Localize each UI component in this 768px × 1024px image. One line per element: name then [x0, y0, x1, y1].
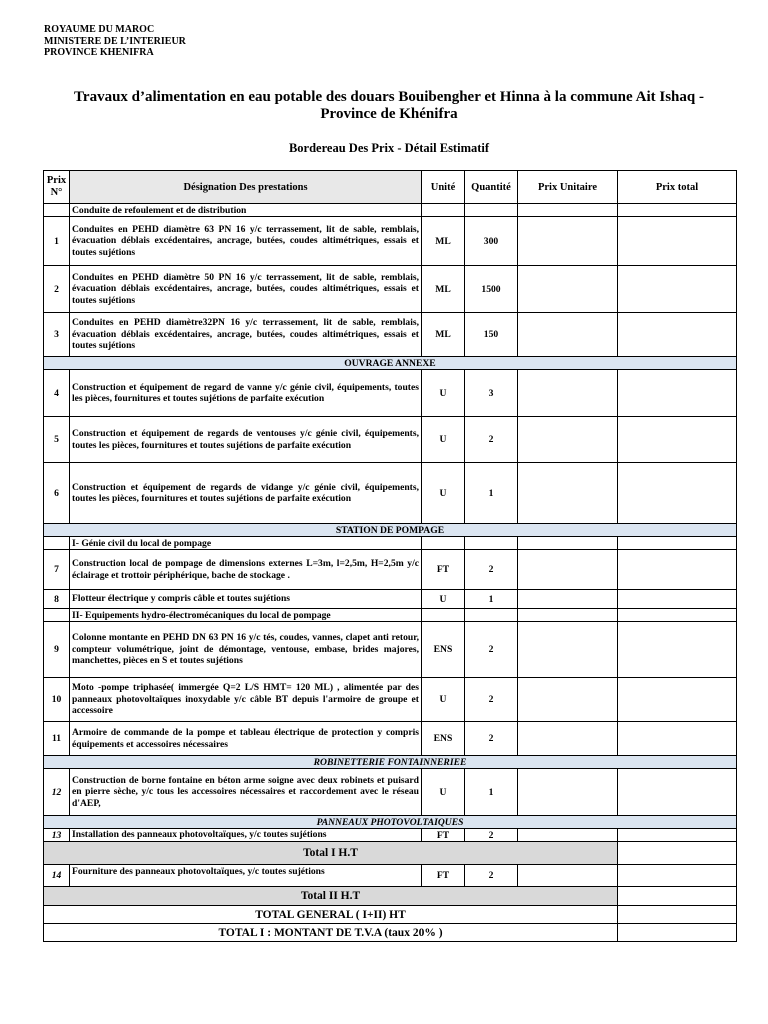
item-unit: ML	[422, 313, 465, 357]
item-unit: ENS	[422, 622, 465, 678]
header-line-kingdom: ROYAUME DU MAROC	[44, 24, 155, 35]
item-total-price[interactable]	[618, 722, 737, 756]
item-quantity: 1500	[465, 266, 518, 313]
title-line-1: Travaux d’alimentation en eau potable des douars Bouibengher et Hinna à la commune Ait Ishaq -	[74, 89, 704, 105]
document-title	[30, 89, 748, 123]
item-unit-price[interactable]	[518, 769, 618, 816]
item-quantity: 3	[465, 370, 518, 417]
item-total-price[interactable]	[618, 313, 737, 357]
item-number: 12	[44, 769, 70, 816]
section-station-pompage: STATION DE POMPAGE	[44, 524, 737, 537]
col-header-prix-total: Prix total	[618, 171, 737, 204]
item-number: 2	[44, 266, 70, 313]
item-designation: Construction de borne fontaine en béton arme soigne avec deux robinets et puisard en pierre sèche, y/c tous les accessoires nécessaires et raccordement avec le réseau d'AEP,	[70, 769, 422, 816]
item-designation: Installation des panneaux photovoltaïques, y/c toutes sujétions	[70, 829, 422, 842]
item-total-price[interactable]	[618, 590, 737, 609]
item-designation: Colonne montante en PEHD DN 63 PN 16 y/c tés, coudes, vannes, clapet anti retour, compteur volumétrique, joint de démontage, ventouse, embase, brides majores, manchettes, pièces en S et toutes sujétions	[70, 622, 422, 678]
item-unit-price[interactable]	[518, 678, 618, 722]
section-robinetterie: ROBINETTERIE FONTAINNERIEE	[44, 756, 737, 769]
table-row	[44, 590, 737, 609]
item-number: 10	[44, 678, 70, 722]
table-row	[44, 829, 737, 842]
total-row	[44, 924, 737, 942]
document-subtitle: Bordereau Des Prix - Détail Estimatif	[288, 141, 490, 155]
total-tva-label: TOTAL I : MONTANT DE T.V.A (taux 20% )	[44, 924, 618, 942]
item-total-price[interactable]	[618, 622, 737, 678]
item-unit: ML	[422, 217, 465, 266]
item-unit: U	[422, 463, 465, 524]
item-unit: U	[422, 590, 465, 609]
item-designation: Construction et équipement de regards de ventouses y/c génie civil, équipements, toutes les pièces, fournitures et toutes sujétions de parfaite exécution	[70, 417, 422, 463]
item-unit: ML	[422, 266, 465, 313]
item-designation: Moto -pompe triphasée( immergée Q=2 L/S HMT= 120 ML) , alimentée par des panneaux photovoltaïques inoxydable y/c câble BT depuis l'armoire de groupe et accessoire	[70, 678, 422, 722]
price-schedule-table	[43, 170, 737, 942]
item-unit-price[interactable]	[518, 865, 618, 887]
item-unit: ENS	[422, 722, 465, 756]
table-row	[44, 865, 737, 887]
total-general-label: TOTAL GENERAL ( I+II) HT	[44, 906, 618, 924]
item-designation: Conduites en PEHD diamètre32PN 16 y/c terrassement, lit de sable, remblais, évacuation déblais excédentaires, ancrage, butées, coudes altimétriques, essais et toutes sujétions	[70, 313, 422, 357]
item-number: 4	[44, 370, 70, 417]
item-designation: Conduites en PEHD diamètre 50 PN 16 y/c terrassement, lit de sable, remblais, évacuation déblais excédentaires, ancrage, butées, coudes altimétriques, essais et toutes sujétions	[70, 266, 422, 313]
item-quantity: 150	[465, 313, 518, 357]
section-genie-civil: I- Génie civil du local de pompage	[70, 537, 422, 550]
section-panneaux: PANNEAUX PHOTOVOLTAIQUES	[44, 816, 737, 829]
item-designation: Conduites en PEHD diamètre 63 PN 16 y/c terrassement, lit de sable, remblais, évacuation déblais excédentaires, ancrage, butées, coudes altimétriques, essais et toutes sujétions	[70, 217, 422, 266]
item-total-price[interactable]	[618, 417, 737, 463]
item-unit: U	[422, 370, 465, 417]
item-total-price[interactable]	[618, 829, 737, 842]
total-row	[44, 906, 737, 924]
table-row	[44, 550, 737, 590]
item-unit: U	[422, 678, 465, 722]
item-number: 8	[44, 590, 70, 609]
item-number: 9	[44, 622, 70, 678]
item-total-price[interactable]	[618, 865, 737, 887]
table-row	[44, 678, 737, 722]
item-total-price[interactable]	[618, 769, 737, 816]
table-row	[44, 622, 737, 678]
col-header-n: N°	[50, 187, 63, 198]
total-tva-value[interactable]	[618, 924, 737, 942]
section-band-row	[44, 524, 737, 537]
item-number: 11	[44, 722, 70, 756]
item-number: 6	[44, 463, 70, 524]
section-equipements: II- Equipements hydro-électromécaniques du local de pompage	[70, 609, 422, 622]
item-unit: U	[422, 769, 465, 816]
table-row	[44, 313, 737, 357]
item-quantity: 1	[465, 463, 518, 524]
item-number: 7	[44, 550, 70, 590]
item-unit-price[interactable]	[518, 417, 618, 463]
col-header-designation: Désignation Des prestations	[70, 171, 422, 204]
item-quantity: 2	[465, 622, 518, 678]
total-1-value[interactable]	[618, 842, 737, 865]
section-conduite: Conduite de refoulement et de distribution	[70, 204, 422, 217]
total-1-label: Total I H.T	[44, 842, 618, 865]
item-designation: Flotteur électrique y compris câble et toutes sujétions	[70, 590, 422, 609]
item-unit-price[interactable]	[518, 266, 618, 313]
item-quantity: 2	[465, 829, 518, 842]
section-band-row	[44, 756, 737, 769]
item-unit: FT	[422, 865, 465, 887]
item-unit-price[interactable]	[518, 722, 618, 756]
item-unit-price[interactable]	[518, 370, 618, 417]
item-total-price[interactable]	[618, 550, 737, 590]
section-row	[44, 537, 737, 550]
table-row	[44, 266, 737, 313]
col-header-quantite: Quantité	[465, 171, 518, 204]
item-quantity: 1	[465, 769, 518, 816]
item-quantity: 1	[465, 590, 518, 609]
item-number: 5	[44, 417, 70, 463]
item-total-price[interactable]	[618, 266, 737, 313]
total-2-value[interactable]	[618, 887, 737, 906]
table-row	[44, 417, 737, 463]
item-designation: Construction et équipement de regards de vidange y/c génie civil, équipements, toutes les pièces, fournitures et toutes sujétions de parfaite exécution	[70, 463, 422, 524]
item-unit-price[interactable]	[518, 463, 618, 524]
item-unit-price[interactable]	[518, 217, 618, 266]
section-band-row	[44, 357, 737, 370]
item-quantity: 2	[465, 865, 518, 887]
item-unit-price[interactable]	[518, 313, 618, 357]
item-total-price[interactable]	[618, 463, 737, 524]
table-row	[44, 370, 737, 417]
item-designation: Construction local de pompage de dimensions externes L=3m, l=2,5m, H=2,5m y/c éclairage et trottoir périphérique, bache de stockage .	[70, 550, 422, 590]
col-header-unite: Unité	[422, 171, 465, 204]
item-quantity: 300	[465, 217, 518, 266]
table-row	[44, 217, 737, 266]
section-ouvrage-annexe: OUVRAGE ANNEXE	[44, 357, 737, 370]
item-quantity: 2	[465, 678, 518, 722]
item-unit-price[interactable]	[518, 590, 618, 609]
item-designation: Armoire de commande de la pompe et tableau électrique de protection y compris équipements et accessoires nécessaires	[70, 722, 422, 756]
section-row	[44, 609, 737, 622]
total-general-value[interactable]	[618, 906, 737, 924]
item-unit-price[interactable]	[518, 622, 618, 678]
item-designation: Fourniture des panneaux photovoltaïques, y/c toutes sujétions	[70, 865, 422, 887]
item-quantity: 2	[465, 550, 518, 590]
table-header-row	[44, 171, 737, 204]
item-unit-price[interactable]	[518, 550, 618, 590]
table-row	[44, 463, 737, 524]
item-total-price[interactable]	[618, 217, 737, 266]
item-unit: U	[422, 417, 465, 463]
item-number: 13	[44, 829, 70, 842]
table-row	[44, 769, 737, 816]
item-unit: FT	[422, 829, 465, 842]
ministry-header	[44, 24, 186, 59]
total-2-label: Total II H.T	[44, 887, 618, 906]
item-total-price[interactable]	[618, 678, 737, 722]
item-quantity: 2	[465, 417, 518, 463]
col-header-prix: Prix	[46, 175, 67, 186]
item-total-price[interactable]	[618, 370, 737, 417]
item-number: 14	[44, 865, 70, 887]
header-line-province: PROVINCE KHENIFRA	[44, 47, 154, 58]
item-number: 3	[44, 313, 70, 357]
item-unit: FT	[422, 550, 465, 590]
item-number: 1	[44, 217, 70, 266]
total-row	[44, 842, 737, 865]
section-band-row	[44, 816, 737, 829]
item-unit-price[interactable]	[518, 829, 618, 842]
title-line-2: Province de Khénifra	[320, 106, 458, 122]
header-line-ministry: MINISTERE DE L’INTERIEUR	[44, 35, 186, 47]
total-row	[44, 887, 737, 906]
table-row	[44, 722, 737, 756]
section-row	[44, 204, 737, 217]
item-quantity: 2	[465, 722, 518, 756]
item-designation: Construction et équipement de regard de vanne y/c génie civil, équipements, toutes les pièces, fournitures et toutes sujétions de parfaite exécution	[70, 370, 422, 417]
col-header-prix-n	[44, 171, 70, 204]
col-header-prix-unitaire: Prix Unitaire	[518, 171, 618, 204]
